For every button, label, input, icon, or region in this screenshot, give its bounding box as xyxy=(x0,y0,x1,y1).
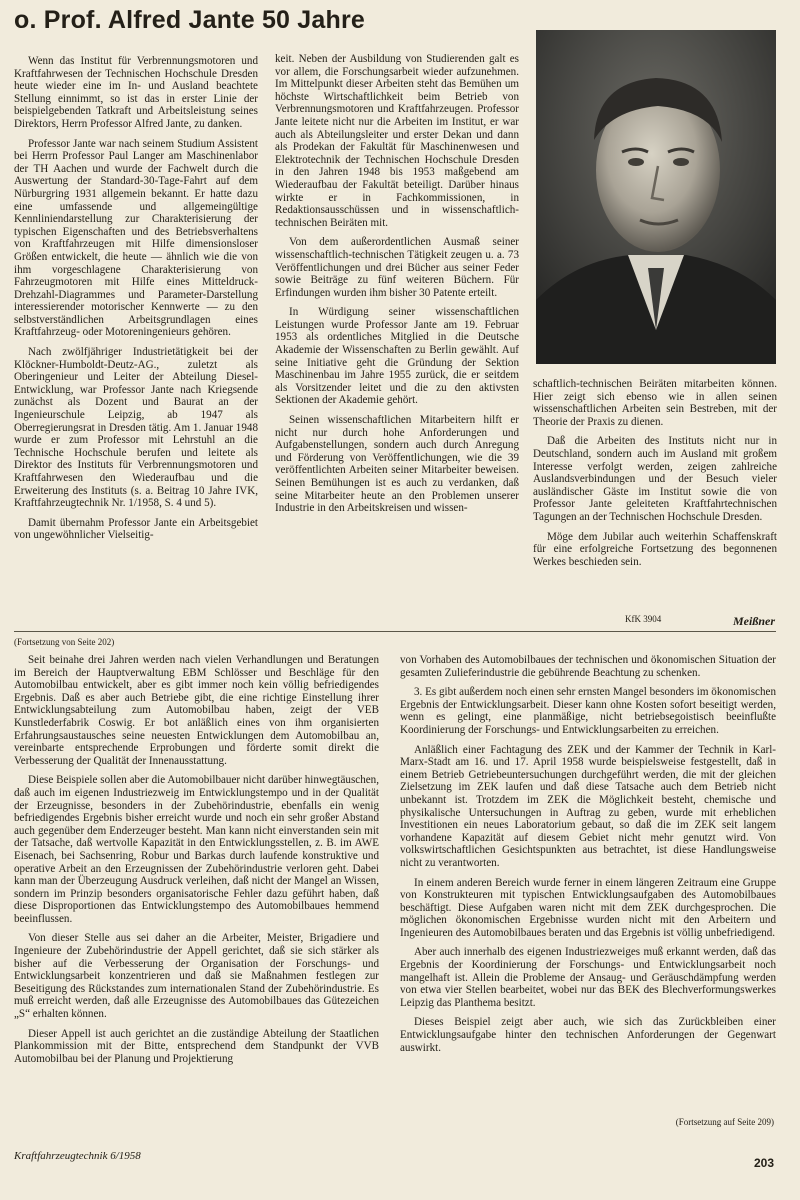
paragraph: Von dem außerordentlichen Ausmaß seiner wissenschaftlich-technischen Tätigkeit zeugen u. a. 73 Veröffentlichungen und drei Bücher aus seiner Feder sowie Beiträge zu fünf weiteren Büchern. Für Erfindungen wurden ihm bisher 30 Patente erteilt. xyxy=(275,236,519,299)
continued-column-2 xyxy=(400,654,776,1116)
paragraph: keit. Neben der Ausbildung von Studierenden galt es vor allem, die Forschungsarbeit wieder aufzunehmen. Im Mittelpunkt dieser Arbeiten steht das Bemühen um höchste Wirtschaftlichkeit beim Betrieb von Verbrennungsmotoren und Kraftfahrzeugen. Professor Jante leitete nicht nur die Arbeiten im Institut, er war auch als Abteilungsleiter und erster Dekan und dann als Prodekan der Fakultät für Maschinenwesen und Elektrotechnik der Technischen Hochschule Dresden in den Jahren 1948 bis 1953 maßgebend am Wiederaufbau der Fakultät beteiligt. Darüber hinaus wirkte er in Fachkommissionen, in Redaktionsausschüssen und in wissenschaftlich-technischen Beiräten mit. xyxy=(275,53,519,229)
paragraph: Dieser Appell ist auch gerichtet an die zuständige Abteilung der Staatlichen Plankommission mit der Bitte, entsprechend dem Standpunkt der VVB Automobilbau bei der Planung und Projektierung xyxy=(14,1027,379,1065)
signature-line xyxy=(533,614,777,628)
article-column-2 xyxy=(275,53,519,625)
paragraph: Nach zwölfjähriger Industrietätigkeit bei der Klöckner-Humboldt-Deutz-AG., zuletzt als Oberingenieur und Leiter der Abteilung Diesel-Entwicklung, war Professor Jante nach Kriegsende zunächst als Dozent und Baurat an der Ingenieurschule Leipzig, ab 1947 als Oberregierungsrat in Dresden tätig. Am 1. Januar 1948 wurde er zum Professor mit Lehrstuhl an die Technische Hochschule berufen und leitete als Direktor des Instituts für Verbrennungsmotoren und Kraftfahrwesen den Wiederaufbau und die Erweiterung des Instituts (s. a. Beitrag 10 Jahre IVK, Kraftfahrzeugtechnik Nr. 1/1958, S. 4 und 5). xyxy=(14,346,258,510)
paragraph: Wenn das Institut für Verbrennungsmotoren und Kraftfahrwesen der Technischen Hochschule Dresden heute wieder eine im In- und Ausland beachtete Stellung einnimmt, so ist das in erster Linie der beispielgebenden Tatkraft und Arbeitsleistung seines Direktors, Herrn Professor Alfred Jante, zu danken. xyxy=(14,55,258,130)
paragraph: Seinen wissenschaftlichen Mitarbeitern hilft er nicht nur durch hohe Anforderungen und Aufgabenstellungen, sondern auch durch Anregung und Förderung von Veröffentlichungen, wie die 39 veröffentlichten Arbeiten seiner Mitarbeiter beweisen. Seinen Bemühungen ist es auch zu verdanken, daß seine Mitarbeiter heute an den Problemen unserer Industrie in den Arbeitskreisen und wissen- xyxy=(275,414,519,515)
journal-issue: Kraftfahrzeugtechnik 6/1958 xyxy=(14,1150,141,1162)
paragraph: Seit beinahe drei Jahren werden nach vielen Verhandlungen und Beratungen im Bereich der Hauptverwaltung EBM Schlösser und Beschläge für den Automobilbau entwickelt, aber es gibt immer noch kein völlig befriedigendes Ergebnis. Daß es aber auch Betriebe gibt, die eine richtige Einstellung ihrer Entwicklungsabteilung zum Automobilbau haben, zeigt der VEB Kunstlederfabrik Coswig. Er bot anläßlich eines von ihm organisierten Erfahrungsaustausches seine neuesten Entwicklungen dem Automobilbau an, vereinbarte entsprechende Erprobungen und förderte somit direkt die Verbesserung der Qualität der Innenausstattung. xyxy=(14,654,379,767)
author-name: Meißner xyxy=(733,614,775,628)
article-column-1 xyxy=(14,55,258,623)
paragraph: Anläßlich einer Fachtagung des ZEK und der Kammer der Technik in Karl-Marx-Stadt am 16. und 17. April 1958 wurde beispielsweise festgestellt, daß in einem Betrieb Getriebeuntersuchungen durchgeführt werden, die mit der gleichen Zielsetzung im ZEK laufen und daß diese Tatsache auch dem Betrieb nicht unbekannt ist. Trotzdem im ZEK die Möglichkeit besteht, chemische und physikalische Untersuchungen in Auftrag zu geben, wurde mit erheblichen Investitionen ein neues Laboratorium gebaut, so daß die im ZEK seit langem vorhandene Kapazität auf diesem Gebiet nicht mehr genutzt wird. Von volkswirtschaftlichen Gesichtspunkten aus betrachtet, ist diese Handlungsweise nicht zu verantworten. xyxy=(400,743,776,869)
paragraph: Diese Beispiele sollen aber die Automobilbauer nicht darüber hinwegtäuschen, daß auch im eigenen Industriezweig im Entwicklungstempo und in der Qualität der Erzeugnisse, besonders in der Zubehörindustrie, ebenfalls ein wenig befriedigendes Ergebnis bisher erreicht wurde und noch ein sehr großer Abstand auch gegenüber dem Enderzeuger besteht. Man kann nicht einverstanden sein mit der Tatsache, daß wertvolle Kapazität in den Entwicklungsstellen, z. B. im AWE Eisenach, bei Sachsenring, Robur und Barkas durch laufende konstruktive und operative Arbeit an den Erzeugnissen der Zubehörindustrie verloren geht. Dabei kann man der Überzeugung Ausdruck verleihen, daß nicht der Mangel an Wissen, sondern im Prinzip besonders organisatorische Fehler dazu geführt haben, daß diese Disproportionen das Entwicklungstempo des Automobilbaues hemmend beeinflussen. xyxy=(14,774,379,925)
paragraph: In Würdigung seiner wissenschaftlichen Leistungen wurde Professor Jante am 19. Februar 1953 als ordentliches Mitglied in die Deutsche Akademie der Wissenschaften zu Berlin gewählt. Auf seine Initiative geht die Gründung der Sektion Maschinenbau im Jahre 1955 zurück, die er seitdem als Vorsitzender leitet und die zu den aktivsten Sektionen der Akademie gehört. xyxy=(275,306,519,407)
paragraph: 3. Es gibt außerdem noch einen sehr ernsten Mangel besonders im ökonomischen Ergebnis der Entwicklungsarbeit. Dieser kann ohne Kosten sofort beseitigt werden, wenn es gelingt, eine planmäßige, nicht betriebsegoistisch beeinflußte Koordinierung der Forschungs- und Entwicklungsarbeiten zu erreichen. xyxy=(400,686,776,736)
continued-from-note: (Fortsetzung von Seite 202) xyxy=(14,637,115,647)
paragraph: schaftlich-technischen Beiräten mitarbeiten können. Hier zeigt sich ebenso wie in allen seinen wissenschaftlichen Arbeiten sein Bestreben, mit der Theorie der Praxis zu dienen. xyxy=(533,378,777,428)
section-divider xyxy=(14,631,776,632)
paragraph: Aber auch innerhalb des eigenen Industriezweiges muß erkannt werden, daß das Ergebnis der Koordinierung der Forschungs- und Entwicklungsarbeit noch mangelhaft ist. Allein die Probleme der Ansaug- und Geräuschdämpfung werden von etwa vier Stellen bearbeitet, wobei nur das BEK des Blechverformungswerkes Leipzig das Planthema besitzt. xyxy=(400,946,776,1009)
paragraph: Professor Jante war nach seinem Studium Assistent bei Herrn Professor Paul Langer am Maschinenlabor der TH Aachen und wurde der Fachwelt durch die Auswertung der Standard-30-Tage-Fahrt auf dem Nürburgring 1931 allgemein bekannt. Er hatte dazu eine umfassende und allgemeingültige Kennliniendarstellung zur Charakterisierung der typischen Eigenschaften und des Betriebsverhaltens von Kraftfahrzeugen mit Hilfe dimensionsloser Größen entwickelt, die heute — ähnlich wie die von ihm vorgeschlagene Charakterisierung von Fahrzeugmotoren mit Hilfe eines Mitteldruck-Drehzahl-Diagrammes und Parameter-Darstellung interessierender motorischer Kennwerte — zu den selbstverständlichen Arbeitsgrundlagen eines Kraftfahrzeug- oder Motoreningenieurs gehören. xyxy=(14,137,258,339)
continued-on-note: (Fortsetzung auf Seite 209) xyxy=(675,1117,774,1127)
article-code: KfK 3904 xyxy=(625,614,662,624)
paragraph: Möge dem Jubilar auch weiterhin Schaffenskraft für eine erfolgreiche Fortsetzung des begonnenen Werkes beschieden sein. xyxy=(533,530,777,568)
paragraph: In einem anderen Bereich wurde ferner in einem längeren Zeitraum eine Gruppe von Konstrukteuren mit typischen Entwicklungsaufgaben des Automobilbaues beschäftigt. Diese Aufgaben waren nicht mit dem ZEK durchgesprochen. Die möglichen ökonomischen Ergebnisse wurden nicht mit den Arbeitern und Ingenieuren des Automobilbaues beraten und das Ergebnis ist völlig unbefriedigend. xyxy=(400,876,776,939)
paragraph: Dieses Beispiel zeigt aber auch, wie sich das Zurückbleiben einer Entwicklungsaufgabe hinter den technischen Anforderungen der Gegenwart auswirkt. xyxy=(400,1016,776,1054)
paragraph: Von dieser Stelle aus sei daher an die Arbeiter, Meister, Brigadiere und Ingenieure der Zubehörindustrie der Appell gerichtet, daß sie sich stärker als bisher auf die Verbesserung der Organisation der Forschungs- und Entwicklungsarbeit konzentrieren und daß sie Maßnahmen festlegen zur Beseitigung des Rückstandes zum internationalen Stand der Zubehörindustrie. Es muß erreicht werden, daß alle Erzeugnisse des Automobilbaues das Gütezeichen „S“ erhalten können. xyxy=(14,932,379,1021)
paragraph: von Vorhaben des Automobilbaues der technischen und ökonomischen Situation der gesamten Zulieferindustrie die gebührende Beachtung zu schenken. xyxy=(400,654,776,679)
continued-column-1 xyxy=(14,654,379,1132)
page-number: 203 xyxy=(753,1156,774,1170)
paragraph: Daß die Arbeiten des Instituts nicht nur in Deutschland, sondern auch im Ausland mit großem Interesse verfolgt werden, zeigen zahlreiche Auslandsverbindungen und der Besuch vieler ausländischer Gäste im Institut sowie die von Professor Jante geleiteten Kraftfahrtechnischen Tagungen an der Technischen Hochschule Dresden. xyxy=(533,435,777,523)
article-title: o. Prof. Alfred Jante 50 Jahre xyxy=(14,6,366,34)
portrait-photo xyxy=(536,30,776,364)
portrait-image xyxy=(536,30,776,364)
article-column-3 xyxy=(533,378,777,613)
paragraph: Damit übernahm Professor Jante ein Arbeitsgebiet von ungewöhnlicher Vielseitig- xyxy=(14,516,258,542)
